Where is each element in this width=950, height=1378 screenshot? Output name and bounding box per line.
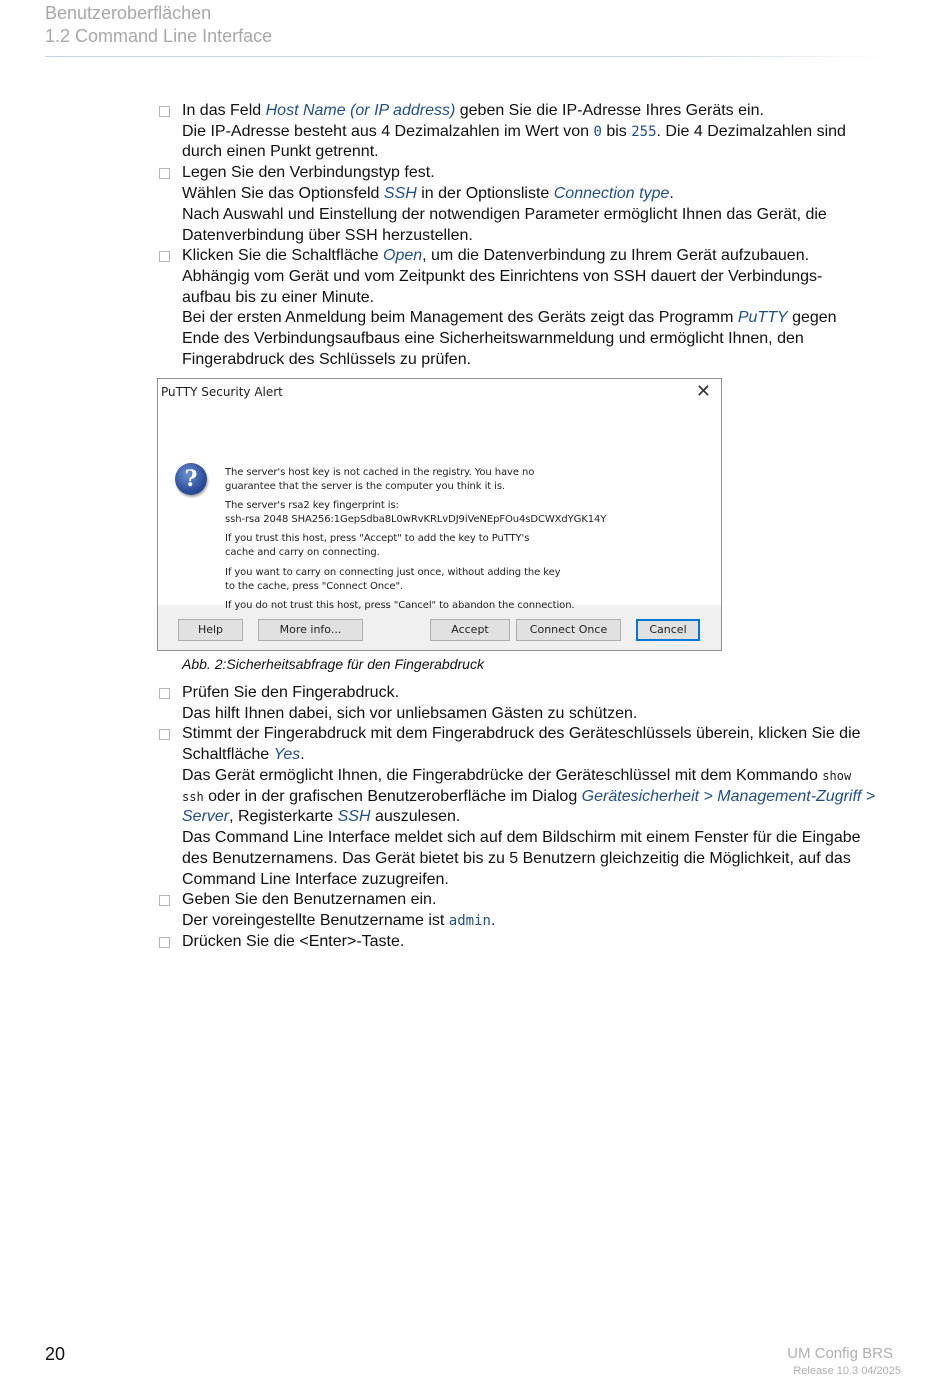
header-section: 1.2 Command Line Interface xyxy=(45,26,273,46)
code-value: 0 xyxy=(593,124,602,140)
text: Wählen Sie das Optionsfeld xyxy=(182,185,384,202)
dialog-message: to the cache, press "Connect Once". xyxy=(225,581,404,592)
text: gegen xyxy=(787,309,837,326)
header-chapter: Benutzeroberflächen xyxy=(45,3,212,23)
default-username: admin xyxy=(448,913,491,929)
running-header xyxy=(45,2,272,48)
tab-reference: SSH xyxy=(337,808,371,825)
body-line: Drücken Sie die <Enter>-Taste. xyxy=(182,933,405,950)
body-line xyxy=(182,308,837,328)
body-line: Geben Sie den Benutzernamen ein. xyxy=(182,891,437,908)
text: In das Feld xyxy=(182,102,266,119)
text: Die IP-Adresse besteht aus 4 Dezimalzahlen im Wert von xyxy=(182,123,594,140)
dialog-title: PuTTY Security Alert xyxy=(161,385,283,399)
body-line xyxy=(182,787,875,807)
close-icon[interactable]: ✕ xyxy=(695,381,711,402)
text: , Registerkarte xyxy=(229,808,338,825)
dialog-message: The server's host key is not cached in the registry. You have no xyxy=(225,467,535,478)
body-line xyxy=(182,246,809,266)
help-button[interactable]: Help xyxy=(178,619,243,641)
text: geben Sie die IP-Adresse Ihres Geräts ein. xyxy=(455,102,764,119)
figure-caption: Abb. 2:Sicherheitsabfrage für den Fingerabdruck xyxy=(182,656,484,672)
text: bis xyxy=(601,123,632,140)
putty-security-alert-dialog xyxy=(157,378,722,651)
body-line: aufbau bis zu einer Minute. xyxy=(182,289,375,306)
command-text: ssh xyxy=(182,790,204,804)
body-line: des Benutzernamens. Das Gerät bietet bis zu 5 Benutzern gleichzeitig die Möglichkeit, auf das xyxy=(182,850,851,867)
body-line: Command Line Interface zuzugreifen. xyxy=(182,871,449,888)
body-line: Datenverbindung über SSH herzustellen. xyxy=(182,227,473,244)
field-reference: Host Name (or IP address) xyxy=(265,102,456,119)
step-checkbox xyxy=(159,895,170,906)
text: . xyxy=(490,912,496,929)
program-reference: PuTTY xyxy=(737,309,788,326)
option-reference: SSH xyxy=(383,185,417,202)
header-rule xyxy=(45,56,885,57)
page-number: 20 xyxy=(45,1344,66,1364)
text: . xyxy=(669,185,674,202)
text: Der voreingestellte Benutzername ist xyxy=(182,912,449,929)
body-line xyxy=(182,101,764,121)
fingerprint-text: ssh-rsa 2048 SHA256:1GepSdba8L0wRvKRLvDJ9iVeNEpFOu4sDCWXdYGK14Y xyxy=(225,514,607,525)
body-line: Ende des Verbindungsaufbaus eine Sicherheitswarnmeldung und ermöglicht Ihnen, den xyxy=(182,330,804,347)
step-checkbox xyxy=(159,729,170,740)
text: Bei der ersten Anmeldung beim Management des Geräts zeigt das Programm xyxy=(182,309,738,326)
body-line xyxy=(182,807,460,827)
code-value: 255 xyxy=(631,124,657,140)
button-reference: Open xyxy=(383,247,423,264)
body-line xyxy=(182,766,851,786)
footer-doc-title: UM Config BRS xyxy=(787,1345,893,1362)
body-line: Fingerabdruck des Schlüssels zu prüfen. xyxy=(182,351,472,368)
text: Klicken Sie die Schaltfläche xyxy=(182,247,383,264)
dialog-message: guarantee that the server is the computer you think it is. xyxy=(225,481,506,492)
question-icon: ? xyxy=(175,463,207,495)
option-reference: Connection type xyxy=(553,185,670,202)
body-line: Stimmt der Fingerabdruck mit dem Fingerabdruck des Geräteschlüssels überein, klicken Sie die xyxy=(182,725,861,742)
text: , um die Datenverbindung zu Ihrem Gerät aufzubauen. xyxy=(422,247,810,264)
dialog-message-area xyxy=(158,407,721,611)
text: oder in der grafischen Benutzeroberfläche im Dialog xyxy=(203,788,582,805)
body-line: durch einen Punkt getrennt. xyxy=(182,143,379,160)
cancel-button[interactable]: Cancel xyxy=(636,619,700,641)
more-info-button[interactable]: More info... xyxy=(258,619,363,641)
step-checkbox xyxy=(159,251,170,262)
step-checkbox xyxy=(159,106,170,117)
connect-once-button[interactable]: Connect Once xyxy=(516,619,621,641)
dialog-message: If you trust this host, press "Accept" to add the key to PuTTY's xyxy=(225,533,530,544)
dialog-message: If you want to carry on connecting just once, without adding the key xyxy=(225,567,561,578)
dialog-path-reference: Gerätesicherheit > Management-Zugriff > xyxy=(581,788,876,805)
body-line xyxy=(182,184,674,204)
body-line: Nach Auswahl und Einstellung der notwendigen Parameter ermöglicht Ihnen das Gerät, die xyxy=(182,206,827,223)
dialog-path-reference: Server xyxy=(182,808,230,825)
body-line xyxy=(182,122,846,142)
body-line: Legen Sie den Verbindungstyp fest. xyxy=(182,164,435,181)
body-line: Das Command Line Interface meldet sich auf dem Bildschirm mit einem Fenster für die Eingabe xyxy=(182,829,861,846)
dialog-title-bar xyxy=(158,379,721,407)
dialog-message: cache and carry on connecting. xyxy=(225,547,380,558)
body-line: Das hilft Ihnen dabei, sich vor unliebsamen Gästen zu schützen. xyxy=(182,705,638,722)
step-checkbox xyxy=(159,168,170,179)
body-line: Prüfen Sie den Fingerabdruck. xyxy=(182,684,400,701)
text: Schaltfläche xyxy=(182,746,274,763)
text: Das Gerät ermöglicht Ihnen, die Fingerabdrücke der Geräteschlüssel mit dem Kommando xyxy=(182,767,823,784)
step-checkbox xyxy=(159,688,170,699)
button-reference: Yes xyxy=(273,746,301,763)
step-checkbox xyxy=(159,937,170,948)
text: auszulesen. xyxy=(370,808,461,825)
footer-release: Release 10.3 04/2025 xyxy=(793,1365,901,1377)
dialog-message: The server's rsa2 key fingerprint is: xyxy=(225,500,399,511)
body-line xyxy=(182,745,305,765)
command-text: show xyxy=(822,769,852,783)
text: . Die 4 Dezimalzahlen sind xyxy=(656,123,846,140)
accept-button[interactable]: Accept xyxy=(430,619,510,641)
text: . xyxy=(300,746,305,763)
text: in der Optionsliste xyxy=(416,185,554,202)
body-line xyxy=(182,911,495,931)
dialog-message: If you do not trust this host, press "Cancel" to abandon the connection. xyxy=(225,600,575,611)
body-line: Abhängig vom Gerät und vom Zeitpunkt des Einrichtens von SSH dauert der Verbindungs- xyxy=(182,268,823,285)
